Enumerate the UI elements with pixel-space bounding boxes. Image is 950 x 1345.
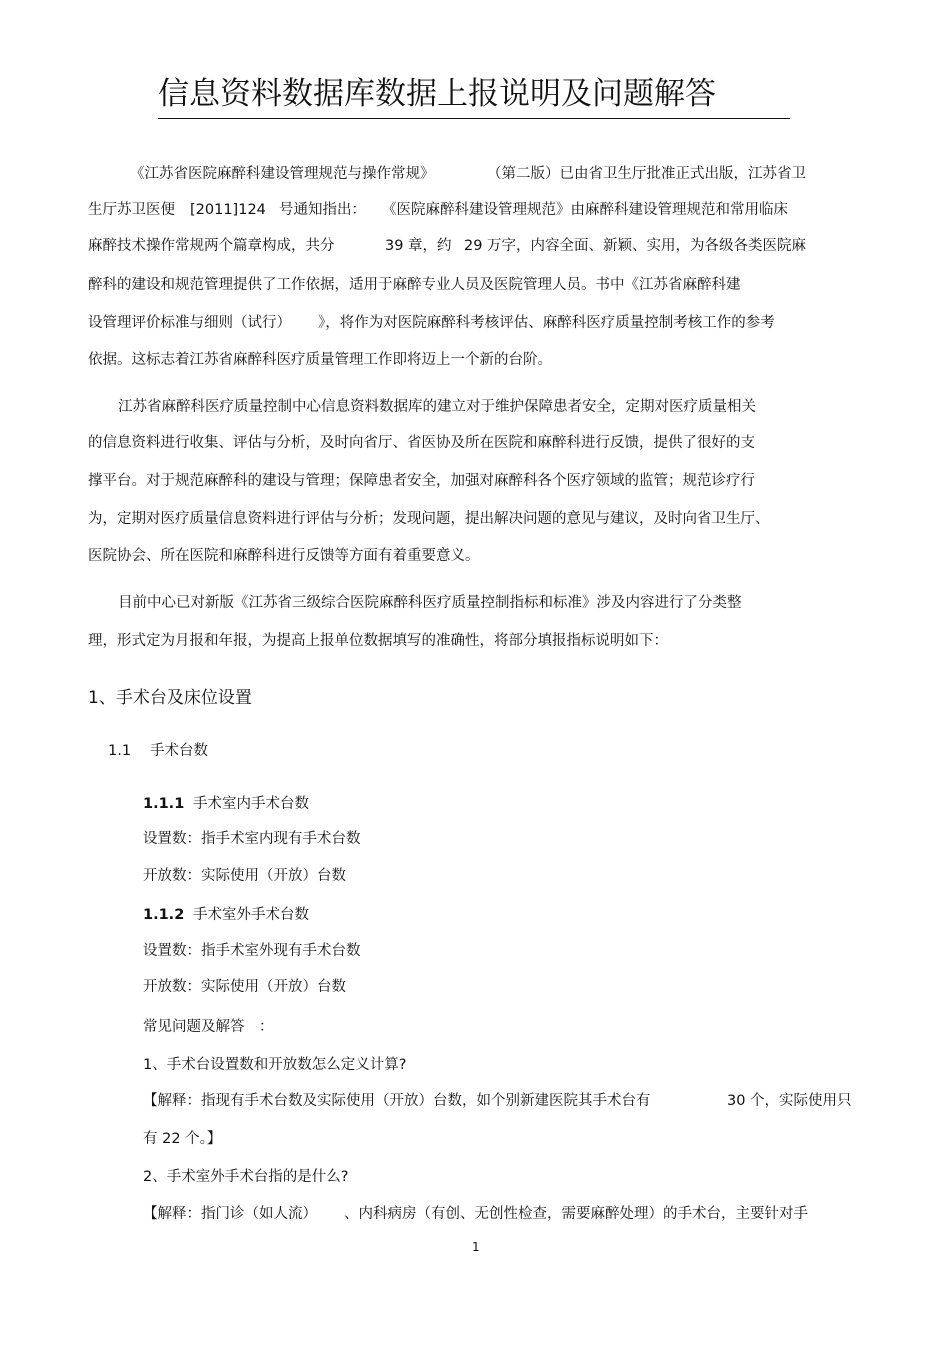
page-number: 1 — [472, 1240, 480, 1254]
p2-line1: 江苏省麻醉科医疗质量控制中心信息资料数据库的建立对于维护保障患者安全，定期对医疗质量相关 — [118, 399, 756, 415]
p1-line3-c: 29 万字，内容全面、新颖、实用，为各级各类医院麻 — [464, 238, 807, 254]
p2-line5: 医院协会、所在医院和麻醉科进行反馈等方面有着重要意义。 — [88, 548, 480, 564]
faq-answer-2-b: 、内科病房（有创、无创性检查，需要麻醉处理）的手术台，主要针对手 — [344, 1206, 808, 1222]
p1-line5-b: 》，将作为对医院麻醉科考核评估、麻醉科医疗质量控制考核工作的参考 — [318, 315, 775, 331]
p1-line6: 依据。这标志着江苏省麻醉科医疗质量管理工作即将迈上一个新的台阶。 — [88, 352, 552, 368]
s111-set-count: 设置数：指手术室内现有手术台数 — [143, 831, 361, 847]
faq-answer-1-a: 【解释：指现有手术台数及实际使用（开放）台数，如个别新建医院其手术台有 — [143, 1093, 651, 1109]
s112-open-count: 开放数：实际使用（开放）台数 — [143, 979, 346, 995]
section-1-1-1-label: 手术室内手术台数 — [193, 796, 309, 812]
p3-line2: 理，形式定为月报和年报，为提高上报单位数据填写的准确性，将部分填报指标说明如下： — [88, 633, 668, 649]
faq-answer-1-b: 30 个，实际使用只 — [727, 1093, 852, 1109]
s111-open-count: 开放数：实际使用（开放）台数 — [143, 868, 346, 884]
section-1-1-number: 1.1 — [108, 743, 132, 759]
section-heading-1: 1、手术台及床位设置 — [88, 688, 252, 708]
p1-line2-a: 生厅苏卫医便 — [88, 202, 175, 218]
p1-line2-d: 《医院麻醉科建设管理规范》由麻醉科建设管理规范和常用临床 — [382, 202, 788, 218]
p1-line1-a: 《江苏省医院麻醉科建设管理规范与操作常规》 — [130, 166, 435, 182]
faq-answer-1-c: 有 22 个。】 — [143, 1131, 222, 1147]
p2-line2: 的信息资料进行收集、评估与分析，及时向省厅、省医协及所在医院和麻醉科进行反馈，提供了很好的支 — [88, 435, 755, 451]
section-1-1-label: 手术台数 — [150, 743, 208, 759]
p1-line5-a: 设管理评价标准与细则（试行） — [88, 315, 291, 331]
p2-line3: 撑平台。对于规范麻醉科的建设与管理；保障患者安全，加强对麻醉科各个医疗领域的监管；规范诊疗行 — [88, 473, 755, 489]
section-1-1-1-number: 1.1.1 — [143, 796, 185, 812]
p1-line3-b: 39 章，约 — [385, 238, 452, 254]
s112-set-count: 设置数：指手术室外现有手术台数 — [143, 943, 361, 959]
section-1-1-2-number: 1.1.2 — [143, 907, 185, 923]
p3-line1: 目前中心已对新版《江苏省三级综合医院麻醉科医疗质量控制指标和标准》涉及内容进行了分类整 — [118, 595, 742, 611]
section-1-1-2-label: 手术室外手术台数 — [193, 907, 309, 923]
p1-line2-b: [2011]124 — [190, 202, 266, 218]
p1-line3-a: 麻醉技术操作常规两个篇章构成，共分 — [88, 238, 335, 254]
p1-line2-c: 号通知指出： — [279, 202, 366, 218]
faq-answer-2-a: 【解释：指门诊（如人流） — [143, 1206, 317, 1222]
faq-title: 常见问题及解答 ： — [143, 1019, 274, 1035]
p1-line4: 醉科的建设和规范管理提供了工作依据，适用于麻醉专业人员及医院管理人员。书中《江苏省麻醉科建 — [88, 277, 741, 293]
p1-line1-b: （第二版）已由省卫生厅批准正式出版，江苏省卫 — [487, 166, 806, 182]
page-title: 信息资料数据库数据上报说明及问题解答 — [158, 74, 790, 119]
faq-question-1: 1、手术台设置数和开放数怎么定义计算? — [143, 1057, 407, 1073]
p2-line4: 为，定期对医疗质量信息资料进行评估与分析；发现问题，提出解决问题的意见与建议，及时向省卫生厅、 — [88, 511, 770, 527]
faq-question-2: 2、手术室外手术台指的是什么? — [143, 1169, 349, 1185]
